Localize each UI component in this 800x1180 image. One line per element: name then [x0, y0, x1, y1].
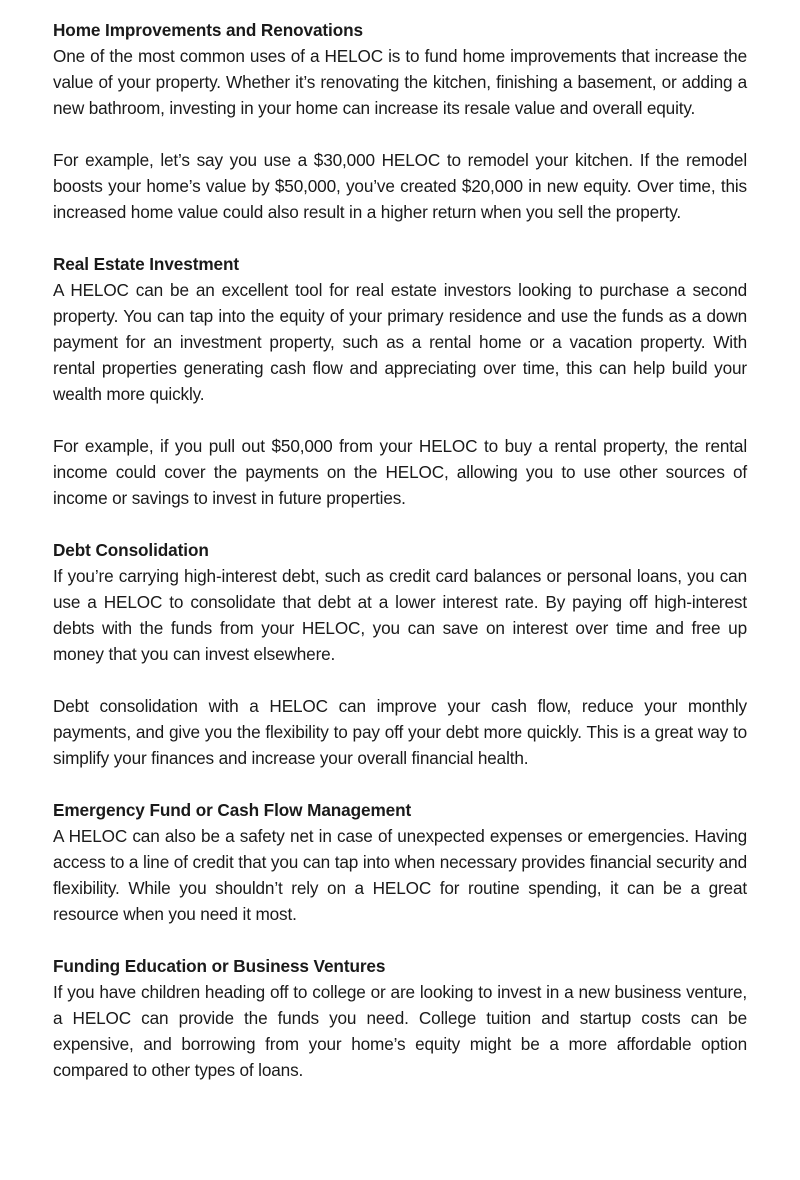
- section-heading: Home Improvements and Renovations: [53, 20, 363, 40]
- section-debt-consolidation: [53, 537, 747, 771]
- section-home-improvements: [53, 17, 747, 225]
- section-funding-education: [53, 953, 747, 1083]
- section-paragraph: A HELOC can be an excellent tool for real estate investors looking to purchase a second property. You can tap into the equity of your primary residence and use the funds as a down payment for an investment property, such as a rental home or a vacation property. With rental properties generating cash flow and appreciating over time, this can help build your wealth more quickly.: [53, 280, 747, 404]
- section-paragraph: One of the most common uses of a HELOC is to fund home improvements that increase the value of your property. Whether it’s renovating the kitchen, finishing a basement, or adding a new bathroom, investing in your home can increase its resale value and overall equity.: [53, 46, 747, 118]
- section-paragraph: A HELOC can also be a safety net in case of unexpected expenses or emergencies. Having access to a line of credit that you can tap into when necessary provides financial security and flexibility. While you shouldn’t rely on a HELOC for routine spending, it can be a great resource when you need it most.: [53, 826, 747, 924]
- section-real-estate-investment: [53, 251, 747, 511]
- section-heading: Real Estate Investment: [53, 254, 239, 274]
- section-paragraph: Debt consolidation with a HELOC can improve your cash flow, reduce your monthly payments, and give you the flexibility to pay off your debt more quickly. This is a great way to simplify your finances and increase your overall financial health.: [53, 696, 747, 768]
- section-heading: Emergency Fund or Cash Flow Management: [53, 800, 412, 820]
- section-emergency-fund: [53, 797, 747, 927]
- section-paragraph: For example, if you pull out $50,000 from your HELOC to buy a rental property, the rental income could cover the payments on the HELOC, allowing you to use other sources of income or savings to invest in future properties.: [53, 436, 747, 508]
- section-paragraph: For example, let’s say you use a $30,000 HELOC to remodel your kitchen. If the remodel boosts your home’s value by $50,000, you’ve created $20,000 in new equity. Over time, this increased home value could also result in a higher return when you sell the property.: [53, 150, 747, 222]
- section-heading: Debt Consolidation: [53, 540, 209, 560]
- section-paragraph: If you have children heading off to college or are looking to invest in a new business venture, a HELOC can provide the funds you need. College tuition and startup costs can be expensive, and borrowing from your home’s equity might be a more affordable option compared to other types of loans.: [53, 982, 747, 1080]
- section-paragraph: If you’re carrying high-interest debt, such as credit card balances or personal loans, you can use a HELOC to consolidate that debt at a lower interest rate. By paying off high-interest debts with the funds from your HELOC, you can save on interest over time and free up money that you can invest elsewhere.: [53, 566, 747, 664]
- section-heading: Funding Education or Business Ventures: [53, 956, 386, 976]
